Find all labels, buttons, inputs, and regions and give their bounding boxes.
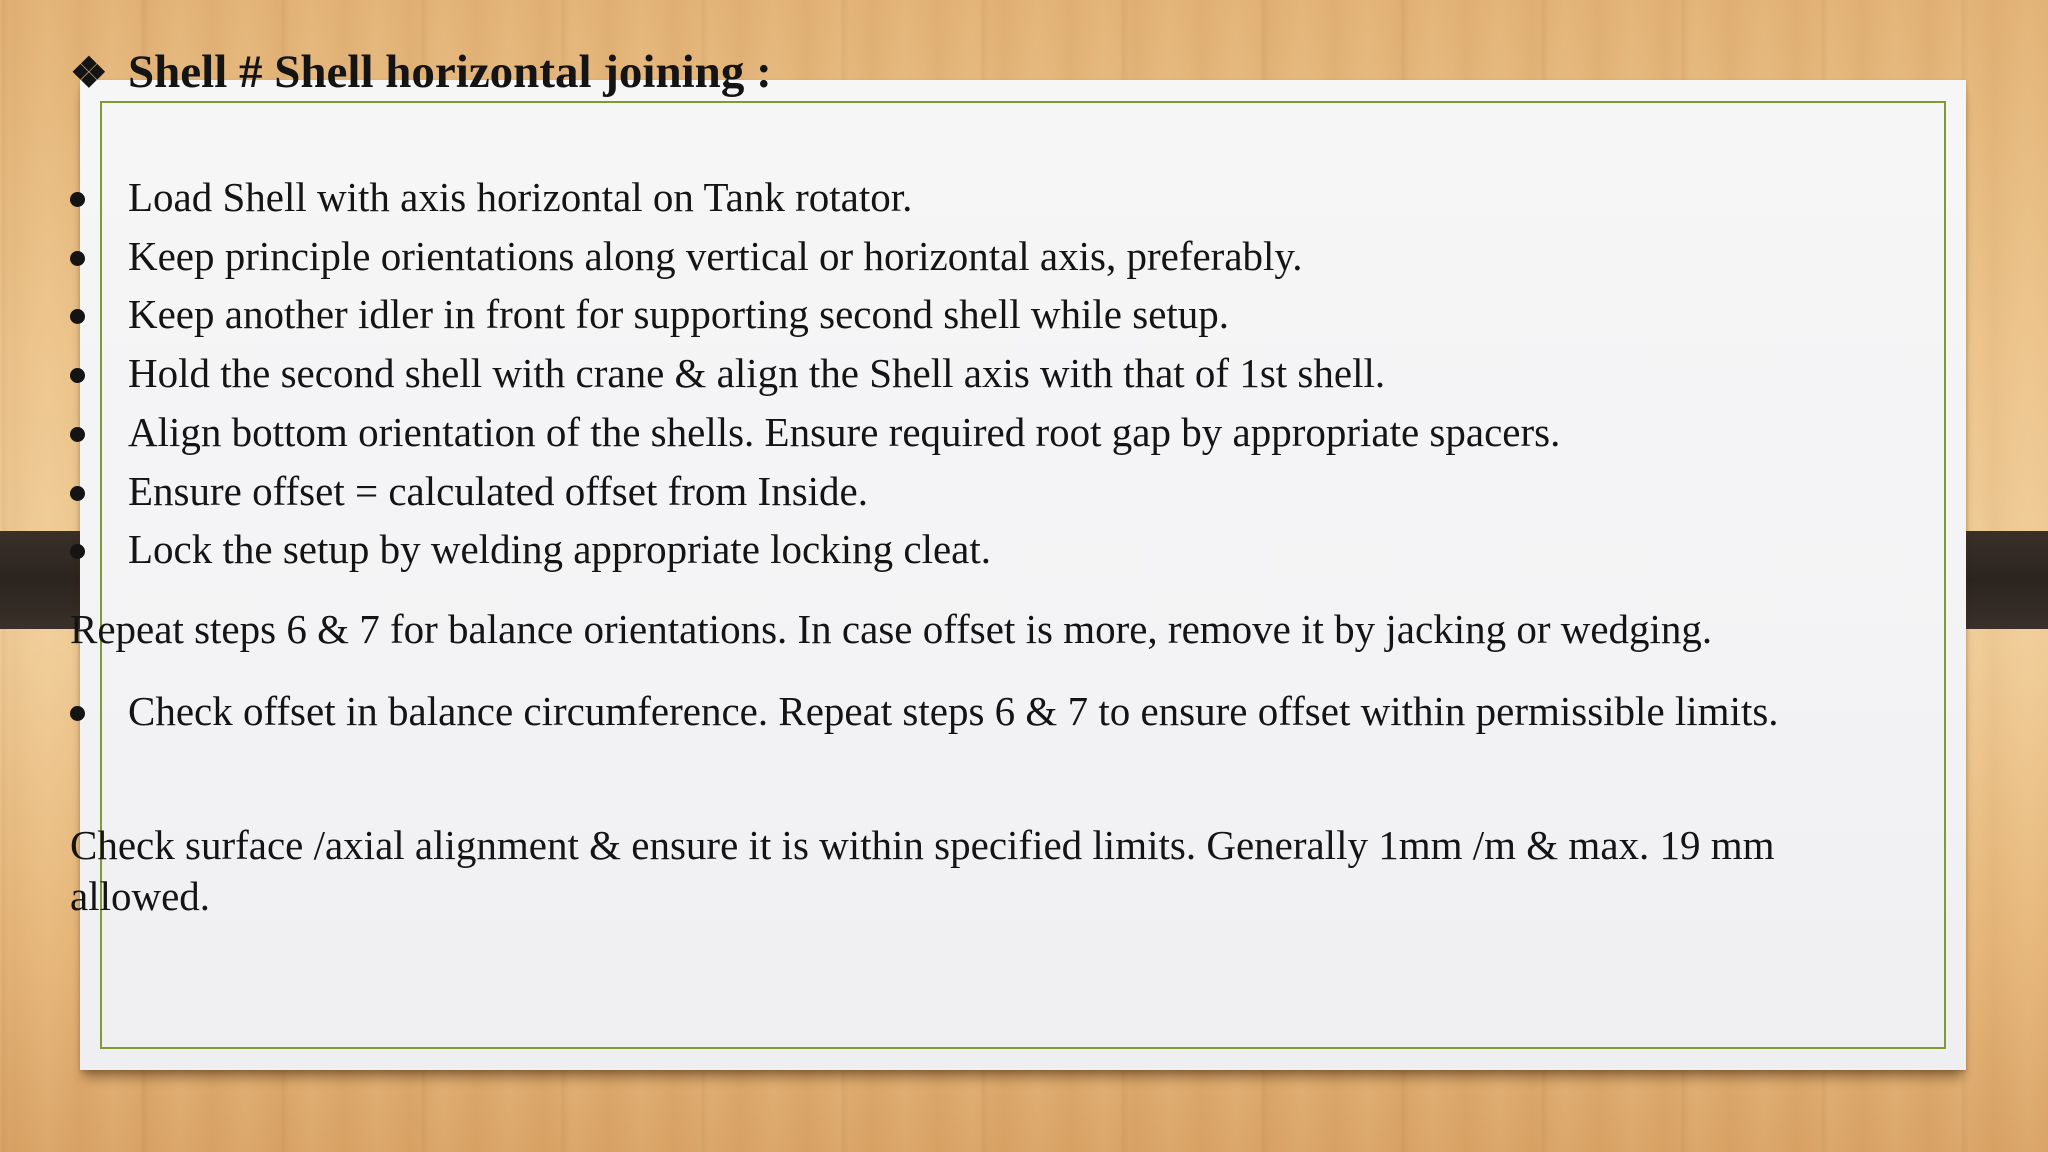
list-item	[70, 168, 1790, 227]
list-item	[70, 285, 1790, 344]
bullet-dot-icon	[70, 486, 85, 501]
list-item	[70, 344, 1790, 403]
step-text: Ensure offset = calculated offset from Inside.	[128, 467, 869, 514]
list-item	[70, 403, 1790, 462]
check-step-text: Check offset in balance circumference. Repeat steps 6 & 7 to ensure offset within permissible limits.	[128, 688, 1779, 734]
list-item	[70, 227, 1790, 286]
steps-list	[70, 168, 1790, 579]
step-text: Keep principle orientations along vertical or horizontal axis, preferably.	[128, 232, 1303, 279]
check-list	[70, 682, 1790, 741]
step-text: Load Shell with axis horizontal on Tank rotator.	[128, 174, 913, 220]
bullet-dot-icon	[70, 706, 85, 721]
list-item	[70, 520, 1790, 579]
bullet-dot-icon	[70, 192, 85, 207]
slide-title-text: Shell # Shell horizontal joining :	[128, 46, 772, 98]
bullet-dot-icon	[70, 368, 85, 383]
bullet-dot-icon	[70, 544, 85, 559]
step-text: Keep another idler in front for supporting second shell while setup.	[128, 291, 1230, 338]
step-text: Lock the setup by welding appropriate locking cleat.	[128, 526, 992, 573]
bullet-dot-icon	[70, 251, 85, 266]
bullet-dot-icon	[70, 427, 85, 442]
list-item	[70, 682, 1790, 741]
slide-title	[70, 42, 772, 104]
alignment-note: Check surface /axial alignment & ensure it is within specified limits. Generally 1mm /m & max. 19 mm allowed.	[70, 822, 1775, 919]
bullet-dot-icon	[70, 309, 85, 324]
repeat-note: Repeat steps 6 & 7 for balance orientations. In case offset is more, remove it by jacking or wedging.	[70, 606, 1713, 652]
diamond-bullet-icon: ❖	[70, 51, 108, 97]
step-text: Align bottom orientation of the shells. Ensure required root gap by appropriate spacers.	[128, 408, 1561, 455]
list-item	[70, 462, 1790, 521]
step-text: Hold the second shell with crane & align the Shell axis with that of 1st shell.	[128, 350, 1386, 397]
